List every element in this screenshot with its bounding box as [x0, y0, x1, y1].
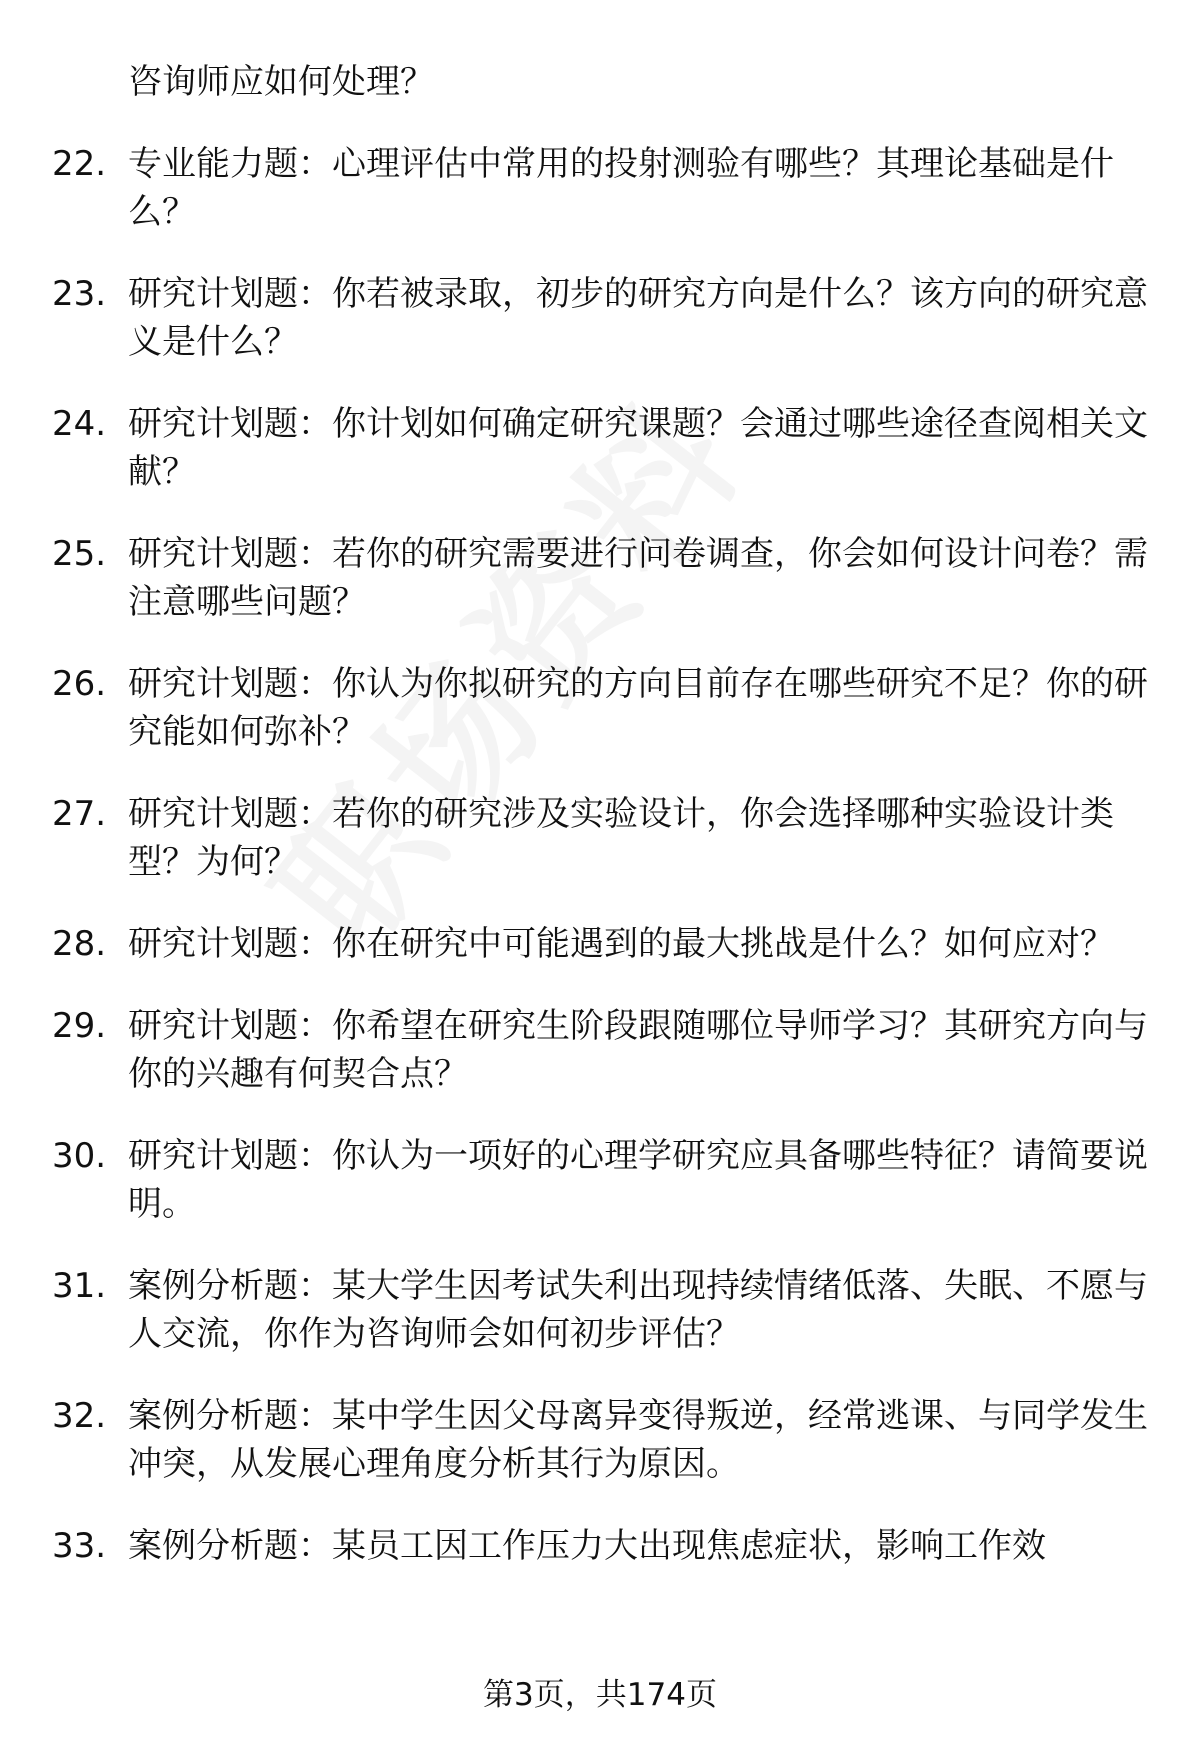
item-text: 研究计划题：若你的研究需要进行问卷调查，你会如何设计问卷？需注意哪些问题？ [128, 534, 1148, 622]
page-footer: 第3页，共174页 [483, 1677, 717, 1713]
item-number: 24. [52, 404, 107, 444]
item-number: 32. [52, 1396, 107, 1436]
item-text: 研究计划题：你计划如何确定研究课题？会通过哪些途径查阅相关文献？ [128, 404, 1148, 492]
item-number: 22. [52, 144, 107, 184]
item-number: 31. [52, 1266, 107, 1306]
item-number: 23. [52, 274, 107, 314]
item-number: 27. [52, 794, 107, 834]
list-item [52, 1262, 1152, 1358]
item-text: 研究计划题：若你的研究涉及实验设计，你会选择哪种实验设计类型？为何？ [128, 794, 1114, 882]
item-text: 专业能力题：心理评估中常用的投射测验有哪些？其理论基础是什么？ [128, 144, 1114, 232]
item-text: 研究计划题：你希望在研究生阶段跟随哪位导师学习？其研究方向与你的兴趣有何契合点？ [128, 1006, 1148, 1094]
item-text: 研究计划题：你若被录取，初步的研究方向是什么？该方向的研究意义是什么？ [128, 274, 1148, 362]
list-item [52, 270, 1152, 366]
question-list [52, 58, 1152, 1604]
item-text: 案例分析题：某中学生因父母离异变得叛逆，经常逃课、与同学发生冲突，从发展心理角度分析其行为原因。 [128, 1396, 1148, 1484]
list-item [52, 790, 1152, 886]
list-item [52, 660, 1152, 756]
list-item [52, 1392, 1152, 1488]
list-item [52, 920, 1152, 968]
item-text: 案例分析题：某大学生因考试失利出现持续情绪低落、失眠、不愿与人交流，你作为咨询师会如何初步评估？ [128, 1266, 1148, 1354]
item-text: 研究计划题：你认为一项好的心理学研究应具备哪些特征？请简要说明。 [128, 1136, 1148, 1224]
list-item [52, 1522, 1152, 1570]
item-number: 30. [52, 1136, 107, 1176]
item-text: 案例分析题：某员工因工作压力大出现焦虑症状，影响工作效 [128, 1526, 1046, 1566]
item-number: 28. [52, 924, 107, 964]
list-item [52, 400, 1152, 496]
continuation-text: 咨询师应如何处理？ [128, 62, 434, 102]
list-item [52, 1002, 1152, 1098]
list-item [52, 140, 1152, 236]
item-number: 33. [52, 1526, 107, 1566]
list-item [52, 1132, 1152, 1228]
item-number: 25. [52, 534, 107, 574]
item-text: 研究计划题：你认为你拟研究的方向目前存在哪些研究不足？你的研究能如何弥补？ [128, 664, 1148, 752]
item-number: 29. [52, 1006, 107, 1046]
item-number: 26. [52, 664, 107, 704]
list-item [52, 530, 1152, 626]
item-text: 研究计划题：你在研究中可能遇到的最大挑战是什么？如何应对？ [128, 924, 1114, 964]
